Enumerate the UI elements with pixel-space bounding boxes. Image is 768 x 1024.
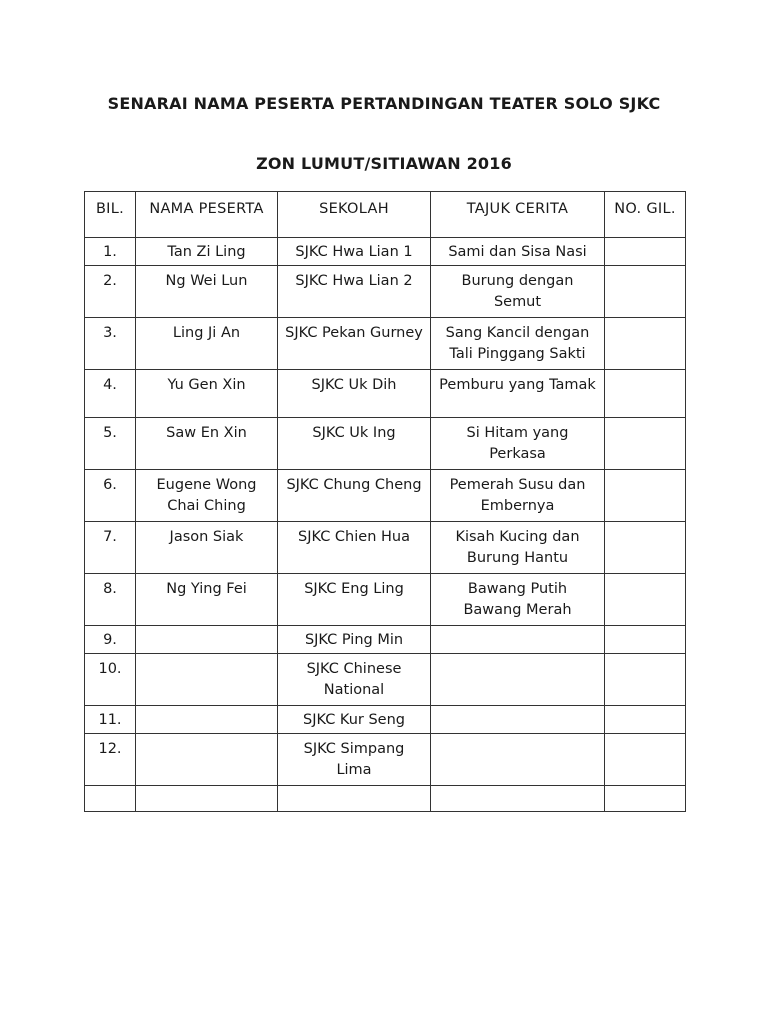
cell-no-gil (605, 522, 686, 574)
cell-sekolah (278, 786, 431, 812)
header-bil: BIL. (85, 192, 136, 238)
cell-tajuk (431, 786, 605, 812)
table-row (85, 370, 686, 418)
cell-bil: 6. (85, 470, 136, 522)
cell-tajuk: Bawang Putih Bawang Merah (431, 574, 605, 626)
cell-nama (136, 626, 278, 654)
cell-sekolah: SJKC Kur Seng (278, 706, 431, 734)
cell-sekolah: SJKC Hwa Lian 2 (278, 266, 431, 318)
header-nama-peserta: NAMA PESERTA (136, 192, 278, 238)
cell-no-gil (605, 418, 686, 470)
cell-no-gil (605, 574, 686, 626)
cell-no-gil (605, 734, 686, 786)
cell-bil: 1. (85, 238, 136, 266)
cell-tajuk: Sang Kancil dengan Tali Pinggang Sakti (431, 318, 605, 370)
table-row (85, 626, 686, 654)
table-row (85, 574, 686, 626)
cell-sekolah: SJKC Pekan Gurney (278, 318, 431, 370)
cell-no-gil (605, 470, 686, 522)
cell-nama: Ng Wei Lun (136, 266, 278, 318)
cell-no-gil (605, 654, 686, 706)
cell-bil: 9. (85, 626, 136, 654)
cell-no-gil (605, 626, 686, 654)
cell-tajuk (431, 654, 605, 706)
cell-nama: Yu Gen Xin (136, 370, 278, 418)
cell-bil: 11. (85, 706, 136, 734)
cell-sekolah: SJKC Chien Hua (278, 522, 431, 574)
cell-nama: Ng Ying Fei (136, 574, 278, 626)
cell-nama: Jason Siak (136, 522, 278, 574)
cell-tajuk: Kisah Kucing dan Burung Hantu (431, 522, 605, 574)
cell-nama: Eugene Wong Chai Ching (136, 470, 278, 522)
table-row (85, 238, 686, 266)
cell-sekolah: SJKC Chinese National (278, 654, 431, 706)
table-row (85, 706, 686, 734)
participants-table (84, 191, 686, 812)
cell-nama (136, 654, 278, 706)
cell-no-gil (605, 786, 686, 812)
cell-sekolah: SJKC Chung Cheng (278, 470, 431, 522)
table-row (85, 470, 686, 522)
cell-tajuk: Sami dan Sisa Nasi (431, 238, 605, 266)
table-row (85, 654, 686, 706)
cell-bil: 2. (85, 266, 136, 318)
cell-bil: 4. (85, 370, 136, 418)
cell-tajuk: Si Hitam yang Perkasa (431, 418, 605, 470)
document-subtitle: ZON LUMUT/SITIAWAN 2016 (256, 154, 512, 173)
cell-tajuk (431, 626, 605, 654)
cell-sekolah: SJKC Ping Min (278, 626, 431, 654)
cell-bil: 7. (85, 522, 136, 574)
header-tajuk-cerita: TAJUK CERITA (431, 192, 605, 238)
table-row (85, 418, 686, 470)
cell-no-gil (605, 266, 686, 318)
cell-tajuk: Burung dengan Semut (431, 266, 605, 318)
header-sekolah: SEKOLAH (278, 192, 431, 238)
cell-tajuk (431, 734, 605, 786)
cell-tajuk (431, 706, 605, 734)
cell-bil: 8. (85, 574, 136, 626)
cell-nama (136, 706, 278, 734)
cell-sekolah: SJKC Uk Dih (278, 370, 431, 418)
cell-tajuk: Pemerah Susu dan Embernya (431, 470, 605, 522)
table-row (85, 318, 686, 370)
cell-nama (136, 734, 278, 786)
cell-bil: 10. (85, 654, 136, 706)
cell-tajuk: Pemburu yang Tamak (431, 370, 605, 418)
document-title: SENARAI NAMA PESERTA PERTANDINGAN TEATER SOLO SJKC (107, 94, 661, 113)
cell-no-gil (605, 706, 686, 734)
table-row (85, 786, 686, 812)
cell-bil: 3. (85, 318, 136, 370)
cell-nama: Saw En Xin (136, 418, 278, 470)
cell-sekolah: SJKC Eng Ling (278, 574, 431, 626)
cell-sekolah: SJKC Hwa Lian 1 (278, 238, 431, 266)
cell-nama: Ling Ji An (136, 318, 278, 370)
cell-no-gil (605, 238, 686, 266)
cell-nama (136, 786, 278, 812)
table-row (85, 734, 686, 786)
cell-no-gil (605, 318, 686, 370)
table-row (85, 266, 686, 318)
cell-nama: Tan Zi Ling (136, 238, 278, 266)
table-header-row (85, 192, 686, 238)
cell-bil (85, 786, 136, 812)
header-no-gil: NO. GIL. (605, 192, 686, 238)
cell-sekolah: SJKC Uk Ing (278, 418, 431, 470)
cell-sekolah: SJKC Simpang Lima (278, 734, 431, 786)
cell-bil: 12. (85, 734, 136, 786)
table-row (85, 522, 686, 574)
cell-bil: 5. (85, 418, 136, 470)
cell-no-gil (605, 370, 686, 418)
